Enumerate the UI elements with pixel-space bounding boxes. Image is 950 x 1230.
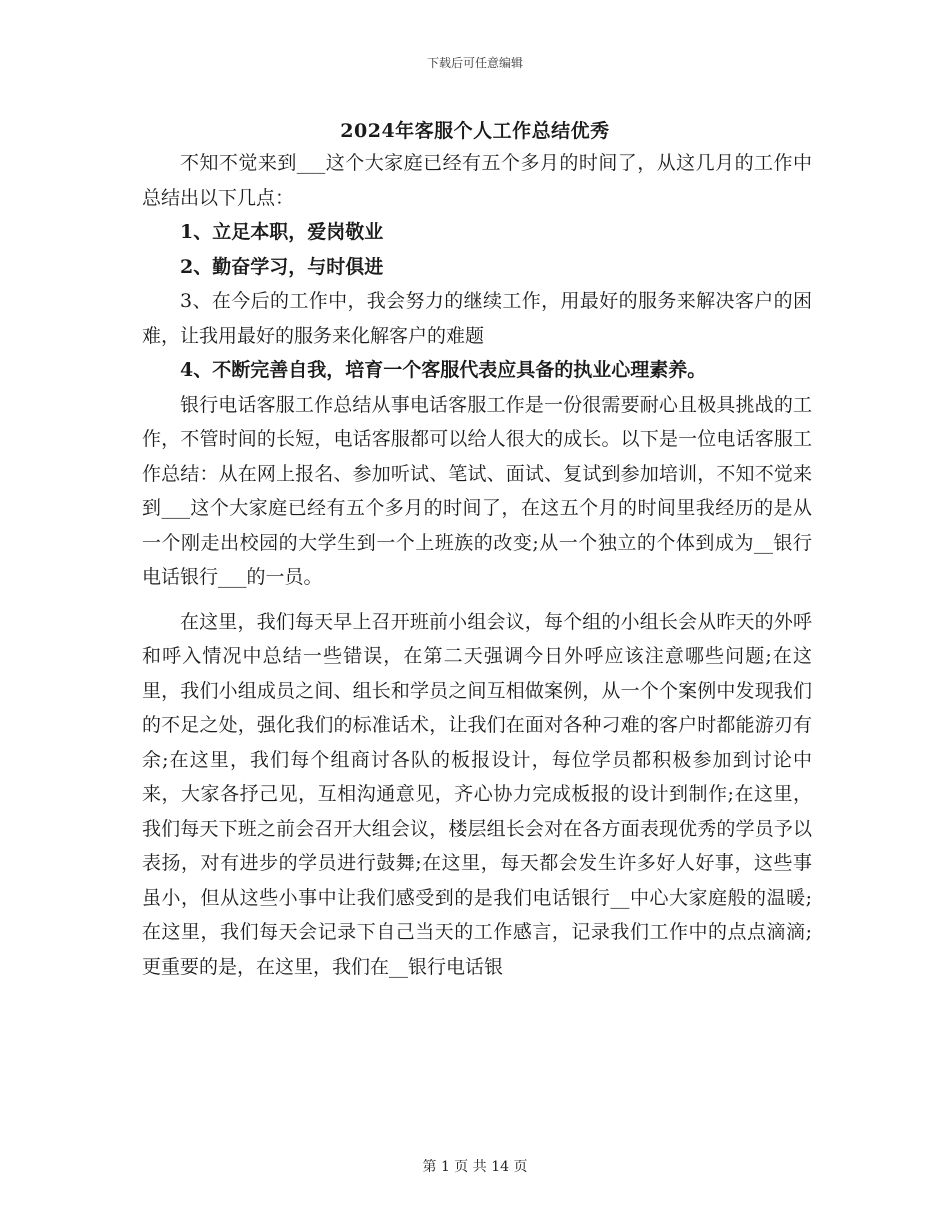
document-body [142,146,812,984]
paragraph-intro: 不知不觉来到___这个大家庭已经有五个多月的时间了，从这几月的工作中总结出以下几点： [142,152,812,209]
document-title: 2024年客服个人工作总结优秀 [340,120,610,142]
page-number: 第 1 页 共 14 页 [422,1159,528,1175]
point-2: 2、勤奋学习，与时俱进 [180,255,384,278]
point-1: 1、立足本职，爱岗敬业 [180,221,384,243]
point-4: 4、不断完善自我，培育一个客服代表应具备的执业心理素养。 [180,359,707,381]
paragraph-summary: 银行电话客服工作总结从事电话客服工作是一份很需要耐心且极具挑战的工作，不管时间的长短，电话客服都可以给人很大的成长。以下是一位电话客服工作总结：从在网上报名、参加听试、笔试、面试、复试到参加培训，不知不觉来到___这个大家庭已经有五个多月的时间了，在这五个月的时间里我经历的是从一个刚走出校园的大学生到一个上班族的改变;从一个独立的个体到成为__银行电话银行___的一员。 [142,393,812,588]
point-3: 3、在今后的工作中，我会努力的继续工作，用最好的服务来解决客户的困难，让我用最好的服务来化解客户的难题 [142,290,812,347]
header-note: 下载后可任意编辑 [426,56,523,70]
paragraph-daily-work: 在这里，我们每天早上召开班前小组会议，每个组的小组长会从昨天的外呼和呼入情况中总结一些错误，在第二天强调今日外呼应该注意哪些问题;在这里，我们小组成员之间、组长和学员之间互相做案例，从一个个案例中发现我们的不足之处，强化我们的标准话术，让我们在面对各种刁难的客户时都能游刃有余;在这里，我们每个组商讨各队的板报设计，每位学员都积极参加到讨论中来，大家各抒己见，互相沟通意见，齐心协力完成板报的设计到制作;在这里，我们每天下班之前会召开大组会议，楼层组长会对在各方面表现优秀的学员予以表扬，对有进步的学员进行鼓舞;在这里，每天都会发生许多好人好事，这些事虽小，但从这些小事中让我们感受到的是我们电话银行__中心大家庭般的温暖;在这里，我们每天会记录下自己当天的工作感言，记录我们工作中的点点滴滴;更重要的是，在这里，我们在__银行电话银 [142,610,812,978]
